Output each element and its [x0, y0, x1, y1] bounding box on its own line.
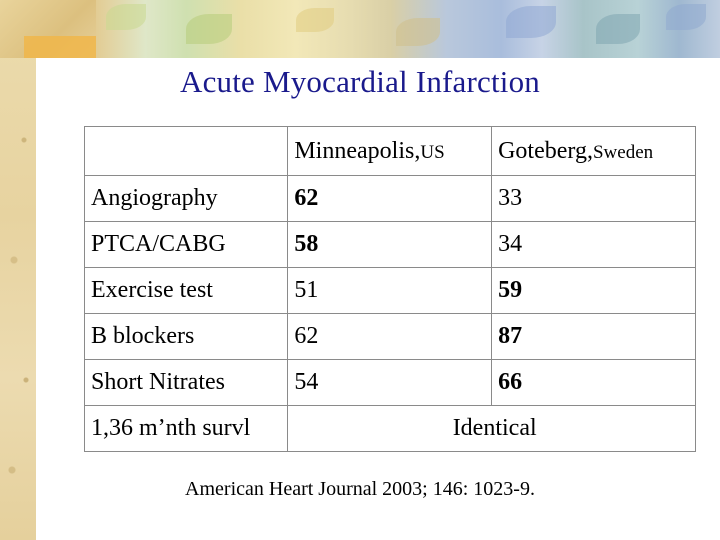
cell-minneapolis: 62	[288, 176, 492, 222]
table-header-row	[85, 127, 696, 176]
decorative-top-banner	[36, 0, 720, 58]
table-row	[85, 314, 696, 360]
row-label: Exercise test	[85, 268, 288, 314]
citation: American Heart Journal 2003; 146: 1023-9.	[185, 478, 535, 500]
table-header-goteberg	[492, 127, 696, 176]
table-row	[85, 360, 696, 406]
slide-title: Acute Myocardial Infarction	[179, 64, 541, 99]
header-city-minneapolis: Minneapolis,	[294, 137, 421, 164]
decorative-corner-block	[0, 0, 96, 58]
header-city-goteberg: Goteberg,	[498, 137, 593, 164]
row-label: PTCA/CABG	[85, 222, 288, 268]
table-header-minneapolis	[288, 127, 492, 176]
row-label: Short Nitrates	[85, 360, 288, 406]
row-label: B blockers	[85, 314, 288, 360]
cell-minneapolis: 54	[288, 360, 492, 406]
table-row	[85, 176, 696, 222]
header-country-sweden: Sweden	[592, 141, 654, 163]
comparison-table	[84, 126, 696, 452]
table-row-survival	[85, 406, 696, 452]
row-label: 1,36 m’nth survl	[85, 406, 288, 452]
cell-goteberg: 33	[492, 176, 696, 222]
row-label: Angiography	[85, 176, 288, 222]
cell-minneapolis: 58	[288, 222, 492, 268]
table-header-empty	[85, 127, 288, 176]
table-row	[85, 222, 696, 268]
cell-minneapolis: 51	[288, 268, 492, 314]
cell-goteberg: 66	[492, 360, 696, 406]
table-row	[85, 268, 696, 314]
cell-goteberg: 87	[492, 314, 696, 360]
cell-goteberg: 34	[492, 222, 696, 268]
cell-minneapolis: 62	[288, 314, 492, 360]
header-country-us: US	[420, 141, 445, 163]
cell-goteberg: 59	[492, 268, 696, 314]
cell-identical: Identical	[288, 406, 696, 452]
